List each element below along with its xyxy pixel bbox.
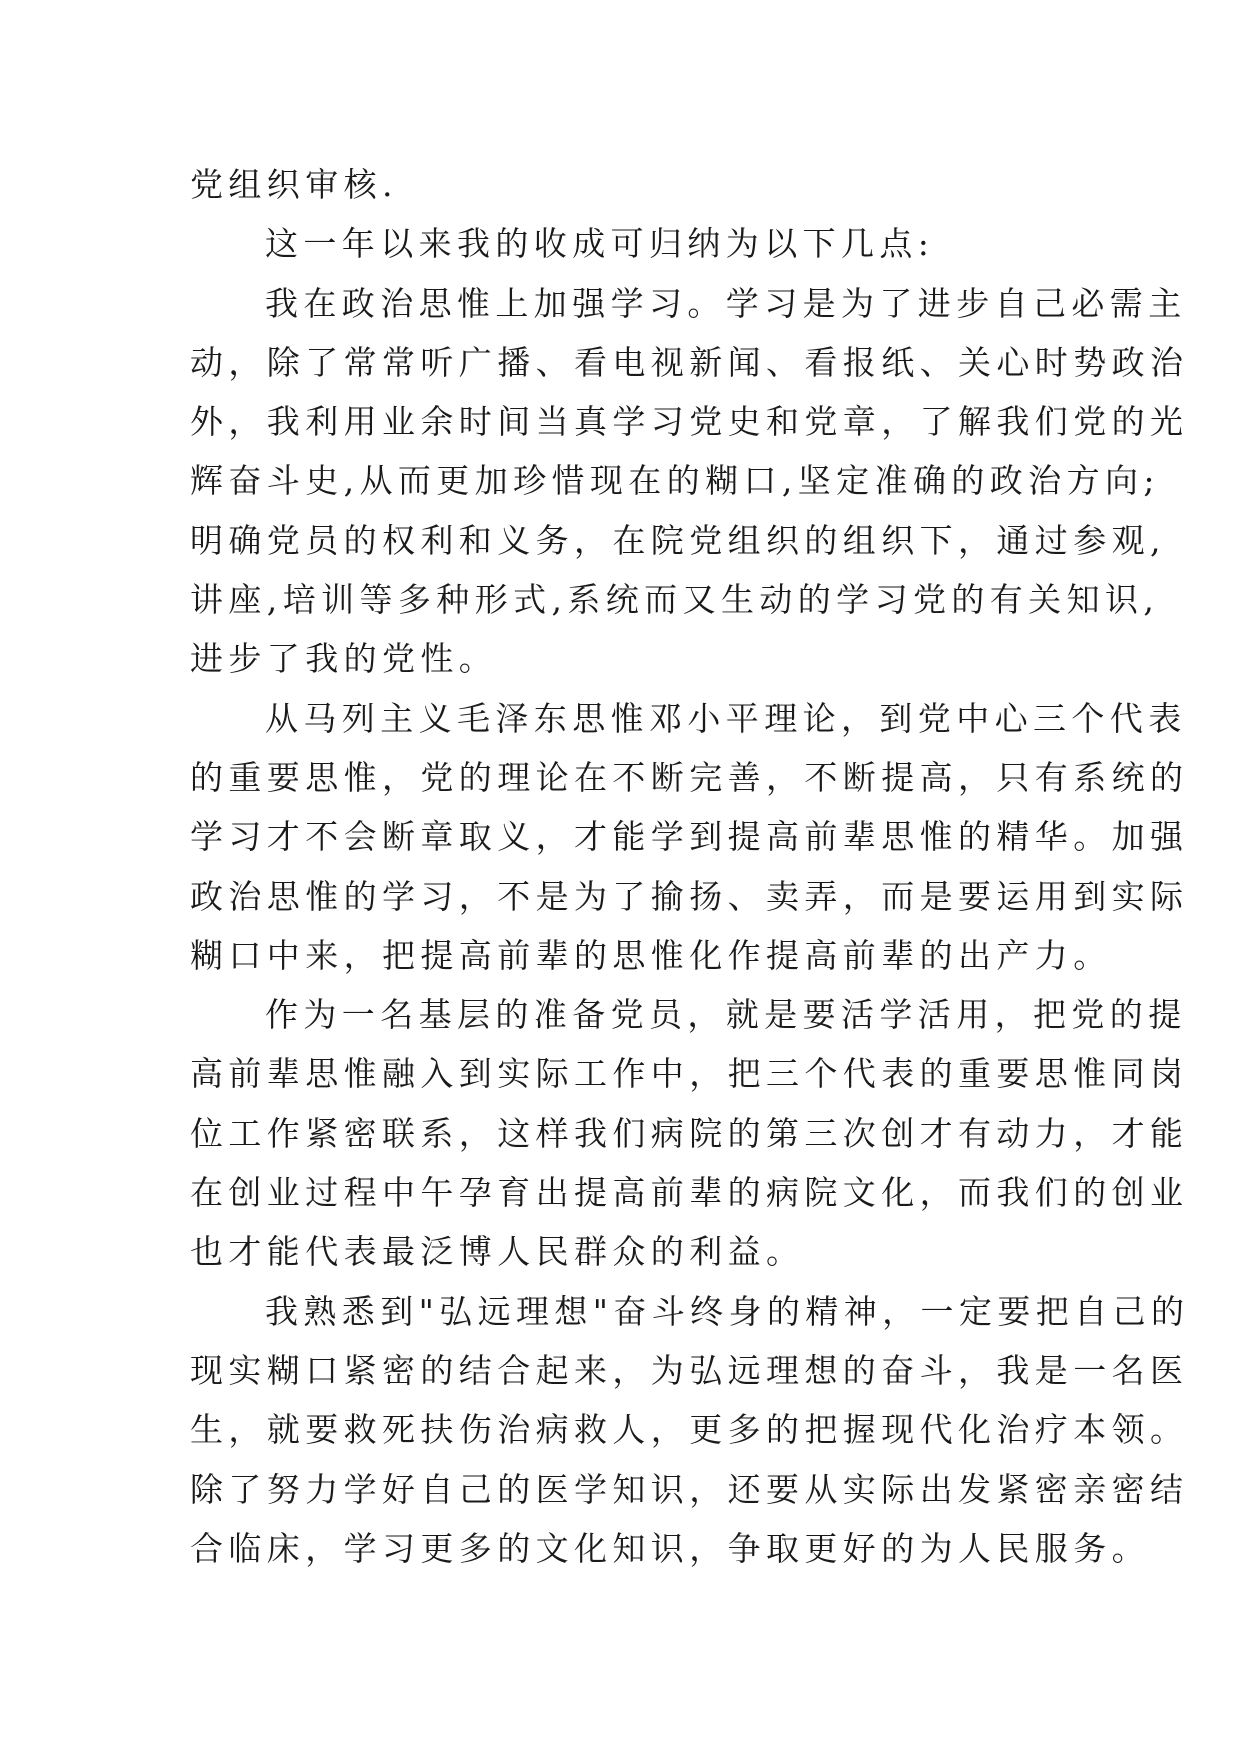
text-line: 我熟悉到"弘远理想"奋斗终身的精神，一定要把自己的 (265, 1291, 1190, 1331)
text-line: 外，我利用业余时间当真学习党史和党章，了解我们党的光 (190, 402, 1189, 442)
text-line: 位工作紧密联系，这样我们病院的第三次创才有动力，才能 (190, 1113, 1189, 1153)
text-line: 高前辈思惟融入到实际工作中，把三个代表的重要思惟同岗 (190, 1054, 1189, 1094)
text-line: 合临床，学习更多的文化知识，争取更好的为人民服务。 (190, 1528, 1150, 1568)
text-line: 作为一名基层的准备党员，就是要活学活用，把党的提 (265, 995, 1187, 1035)
text-line: 的重要思惟，党的理论在不断完善，不断提高，只有系统的 (190, 757, 1189, 797)
text-line: 明确党员的权利和义务，在院党组织的组织下，通过参观, (190, 520, 1166, 560)
text-line: 除了努力学好自己的医学知识，还要从实际出发紧密亲密结 (190, 1469, 1189, 1509)
text-line: 生，就要救死扶伤治病救人，更多的把握现代化治疗本领。 (190, 1410, 1189, 1450)
text-line: 动，除了常常听广播、看电视新闻、看报纸、关心时势政治 (190, 342, 1189, 382)
text-line: 学习才不会断章取义，才能学到提高前辈思惟的精华。加强 (190, 817, 1189, 857)
text-line: 这一年以来我的收成可归纳为以下几点: (265, 224, 935, 264)
text-line: 政治思惟的学习，不是为了揄扬、卖弄，而是要运用到实际 (190, 876, 1189, 916)
text-line: 糊口中来，把提高前辈的思惟化作提高前辈的出产力。 (190, 935, 1112, 975)
text-line: 党组织审核. (190, 165, 398, 204)
text-line: 进步了我的党性。 (190, 639, 498, 679)
text-line: 也才能代表最泛博人民群众的利益。 (190, 1232, 805, 1272)
text-line: 我在政治思惟上加强学习。学习是为了进步自己必需主 (265, 283, 1187, 323)
text-line: 在创业过程中午孕育出提高前辈的病院文化，而我们的创业 (190, 1173, 1189, 1213)
text-line: 现实糊口紧密的结合起来，为弘远理想的奋斗，我是一名医 (190, 1350, 1189, 1390)
text-line: 讲座,培训等多种形式,系统而又生动的学习党的有关知识, (190, 580, 1160, 620)
text-line: 从马列主义毛泽东思惟邓小平理论，到党中心三个代表 (265, 698, 1187, 738)
text-line: 辉奋斗史,从而更加珍惜现在的糊口,坚定准确的政治方向; (190, 461, 1160, 501)
document-body (190, 155, 1190, 1578)
